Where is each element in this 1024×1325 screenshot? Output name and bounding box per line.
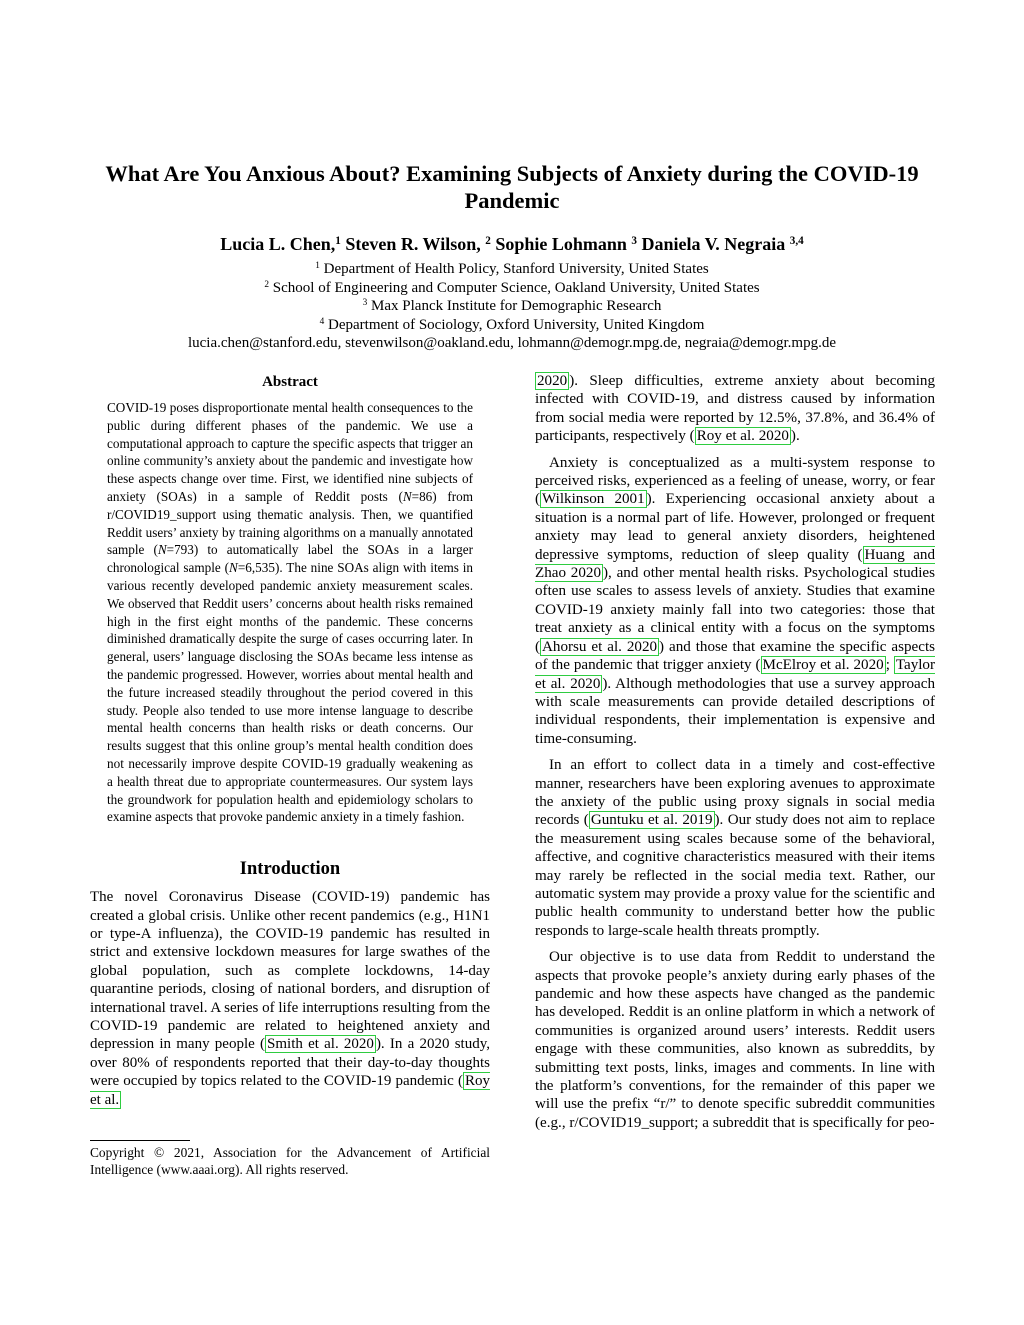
citation-link[interactable]: Guntuku et al. 2019 bbox=[590, 812, 713, 829]
section-heading-introduction: Introduction bbox=[239, 859, 341, 880]
affiliation-line: $^1$ Department of Health Policy, Stanford University, United States bbox=[315, 260, 709, 277]
affiliation-line: $^3$ Max Planck Institute for Demographic Research bbox=[362, 298, 662, 315]
footnote-divider bbox=[90, 1140, 190, 1141]
author-name: Daniela V. Negraia bbox=[641, 234, 786, 254]
abstract-text: COVID-19 poses disproportionate mental health consequences to the public during different phases of the pandemic. We use a computational approach to capture the specific aspects that trigger an online community’s anxiety about the pandemic and investigate how these aspects change over time. First, we identified nine subjects of anxiety (SOAs) in a sample of Reddit posts (N=86) from r/COVID19_support using thematic analysis. Then, we quantified Reddit users’ anxiety by training algorithms on a manually annotated sample (N=793) to automatically label the SOAs in a larger chronological sample (N=6,535). The nine SOAs align with items in various recently developed pandemic anxiety measurement scales. We observed that Reddit users’ concerns about health risks remained high in the first eight months of the pandemic. These concerns diminished dramatically despite the surge of cases occurring later. In general, users’ language disclosing the SOAs became less intense as the pandemic progressed. However, worries about mental health and the future increased steadily throughout the period covered in this study. People also tended to use more intense language to describe mental health concerns than health risks or death concerns. Our results suggest that this online group’s mental health condition does not necessarily improve despite COVID-19 gradually weakening as a health threat due to appropriate countermeasures. Our system lays the groundwork for population health and epidemiology scholars to examine aspects that provoke pandemic anxiety in a timely fashion. bbox=[107, 400, 474, 825]
affiliation-line: $^2$ School of Engineering and Computer Science, Oakland University, United States bbox=[264, 279, 760, 296]
citation-link[interactable]: McElroy et al. 2020 bbox=[762, 657, 884, 674]
affiliations bbox=[100, 260, 924, 353]
citation-link[interactable]: Taylor et al. 2020 bbox=[535, 657, 936, 692]
intro-paragraph-1: The novel Coronavirus Disease (COVID-19) pandemic has created a global crisis. Unlike other recent pandemics (e.g., H1N1 or type-A influenza), the COVID-19 pandemic has resulted in strict and extensive lockdown measures for large swathes of the global population, such as complete lockdowns, 14-day quarantine periods, closing of national borders, and disruption of international travel. A series of life interruptions resulting from the COVID-19 pandemic are related to heightened anxiety and depression in many people ( Smith et al. 2020 ). In a 2020 study, over 80% of respondents reported that their day-to-day thoughts were occupied by topics related to the COVID-19 pandemic ( Roy et al. bbox=[90, 889, 491, 1108]
intro-paragraph-3: In an effort to collect data in a timely and cost-effective manner, researchers have been exploring avenues to approximate the anxiety of the public using proxy signals in social media records ( Guntuku et al. 2019 ). Our study does not aim to replace the measurement using scales because some of the behavioral, affective, and cognitive characteristics measured with their items may rarely be reflected in the social media text. Rather, our automatic system may provide a proxy value for the scientific and public health community to understand better how the public responds to large-scale health threats promptly. bbox=[535, 757, 936, 939]
author-emails: lucia.chen@stanford.edu, stevenwilson@oakland.edu, lohmann@demogr.mpg.de, negraia@demogr.mpg.de bbox=[187, 335, 836, 352]
author-name: Lucia L. Chen, bbox=[220, 234, 336, 254]
citation-link[interactable]: Roy et al. 2020 bbox=[696, 428, 789, 445]
intro-paragraph-4: Our objective is to use data from Reddit to understand the aspects that provoke people’s anxiety during early phases of the pandemic and how these aspects have changed as the pandemic has developed. Reddit is an online platform in which a network of communities is organized around users’ interests. Reddit users engage with these communities, also known as subreddits, by submitting text posts, links, images and comments. In line with the platform’s conventions, for the remainder of this paper we will use the prefix “r/” to denote specific subreddit communities (e.g., r/COVID19_support; a subreddit that is specifically for peo- bbox=[535, 949, 935, 1131]
author-list bbox=[100, 232, 924, 256]
author-affil-mark: 2 bbox=[485, 234, 491, 247]
author-name: Steven R. Wilson, bbox=[345, 234, 481, 254]
paper-title: What Are You Anxious About? Examining Subjects of Anxiety during the COVID-19 Pandemic bbox=[105, 161, 919, 213]
affiliation-line: $^4$ Department of Sociology, Oxford University, United Kingdom bbox=[319, 316, 705, 333]
citation-link[interactable]: 2020 bbox=[537, 373, 568, 389]
intro-paragraph-2: Anxiety is conceptualized as a multi-system response to perceived risks, experienced as a feeling of unease, worry, or fear ( Wilkinson 2001 ). Experiencing occasional anxiety about a situation is a normal part of life. However, prolonged or frequent anxiety may lead to general anxiety disorders, heightened depressive symptoms, reduction of sleep quality ( Huang and Zhao 2020 ), and other mental health risks. Psychological studies often use scales to assess levels of anxiety. Studies that examine COVID-19 anxiety mainly fall into two categories: those that treat anxiety as a clinical entity with a focus on the symptoms ( Ahorsu et al. 2020 ) and those that examine the specific aspects of the pandemic that trigger anxiety ( McElroy et al. 2020 ; Taylor et al. 2020 ). Although methodologies that use a survey approach with scale measurements can provide detailed descriptions of individual respondents, their implementation is expensive and time-consuming. bbox=[535, 454, 936, 747]
abstract-heading: Abstract bbox=[262, 374, 318, 390]
citation-link[interactable]: Wilkinson 2001 bbox=[542, 491, 645, 508]
citation-link[interactable]: Smith et al. 2020 bbox=[267, 1036, 374, 1053]
left-column bbox=[90, 372, 490, 1109]
citation-link[interactable]: Huang and Zhao 2020 bbox=[535, 546, 935, 582]
copyright-footnote: Copyright © 2021, Association for the Advancement of Artificial Intelligence (www.aaai.org). All rights reserved. bbox=[90, 1145, 490, 1177]
author-name: Sophie Lohmann bbox=[495, 234, 627, 254]
author-affil-mark: 1 bbox=[335, 234, 341, 247]
author-affil-mark: 3 bbox=[631, 234, 637, 247]
citation-link[interactable]: Ahorsu et al. 2020 bbox=[542, 638, 658, 655]
intro-paragraph-1-continued: 2020 ). Sleep difficulties, extreme anxiety about becoming infected with COVID-19, and distress caused by information from social media were reported by 12.5%, 37.8%, and 36.4% of participants, respectively ( Roy et al. 2020 ). bbox=[535, 373, 935, 445]
author-affil-mark: 3,4 bbox=[789, 234, 804, 247]
citation-link[interactable]: Roy et al. bbox=[90, 1073, 490, 1108]
right-column bbox=[535, 372, 935, 1132]
